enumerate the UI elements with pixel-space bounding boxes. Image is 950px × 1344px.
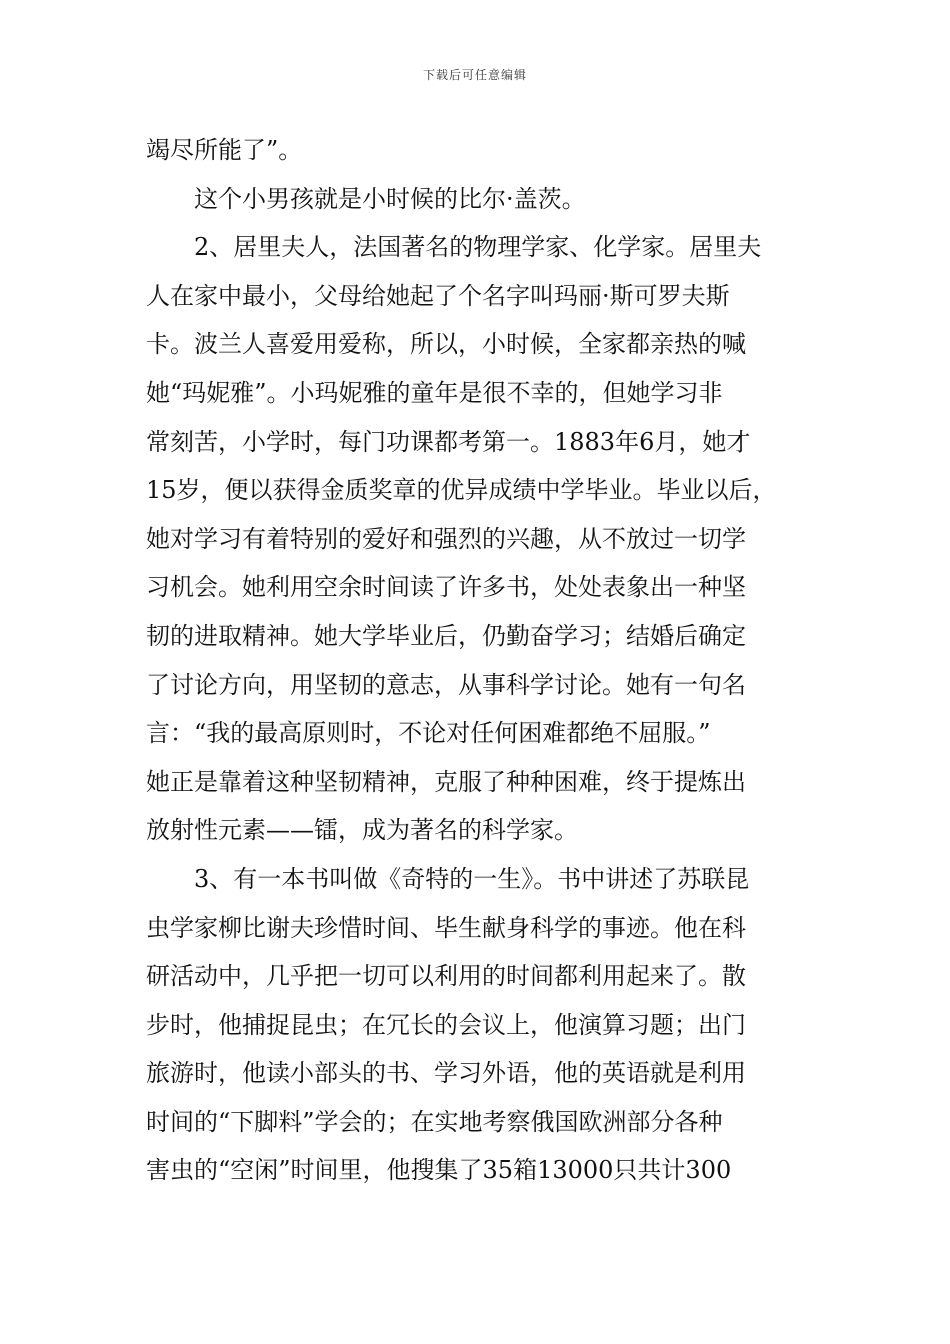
text-line: 旅游时，他读小部头的书、学习外语，他的英语就是利用 [146, 1059, 746, 1088]
text-line: 竭尽所能了”。 [146, 136, 303, 164]
text-line: 放射性元素——镭，成为著名的科学家。 [146, 816, 578, 845]
text-line: 2、居里夫人，法国著名的物理学家、化学家。居里夫 [194, 233, 762, 262]
text-line: 了讨论方向，用坚韧的意志，从事科学讨论。她有一句名 [146, 670, 746, 699]
body-text [146, 126, 822, 1195]
text-line: 时间的“下脚料”学会的；在实地考察俄国欧洲部分各种 [146, 1107, 723, 1136]
text-line: 虫学家柳比谢夫珍惜时间、毕生献身科学的事迹。他在科 [146, 913, 746, 942]
text-line: 这个小男孩就是小时候的比尔·盖茨。 [194, 184, 586, 213]
text-line: 人在家中最小，父母给她起了个名字叫玛丽·斯可罗夫斯 [146, 281, 730, 310]
text-line: 她正是靠着这种坚韧精神，克服了种种困难，终于提炼出 [146, 767, 746, 796]
text-line: 卡。波兰人喜爱用爱称，所以，小时候，全家都亲热的喊 [146, 330, 746, 359]
page-header: 下载后可任意编辑 [422, 68, 527, 82]
text-line: 她“玛妮雅”。小玛妮雅的童年是很不幸的，但她学习非 [146, 378, 723, 407]
text-line: 3、有一本书叫做《奇特的一生》。书中讲述了苏联昆 [194, 864, 750, 893]
text-line: 她对学习有着特别的爱好和强烈的兴趣，从不放过一切学 [146, 524, 746, 553]
text-line: 习机会。她利用空余时间读了许多书，处处表象出一种坚 [146, 573, 746, 602]
text-line: 15岁，便以获得金质奖章的优异成绩中学毕业。毕业以后， [146, 476, 777, 505]
text-line: 常刻苦，小学时，每门功课都考第一。1883年6月，她才 [146, 427, 751, 456]
text-line: 言：“我的最高原则时，不论对任何困难都绝不屈服。” [146, 719, 711, 748]
text-line: 步时，他捕捉昆虫；在冗长的会议上，他演算习题；出门 [146, 1010, 746, 1039]
text-line: 害虫的“空闲”时间里，他搜集了35箱13000只共计300 [146, 1156, 732, 1185]
text-line: 研活动中，几乎把一切可以利用的时间都利用起来了。散 [146, 962, 746, 991]
text-line: 韧的进取精神。她大学毕业后，仍勤奋学习；结婚后确定 [146, 621, 746, 650]
